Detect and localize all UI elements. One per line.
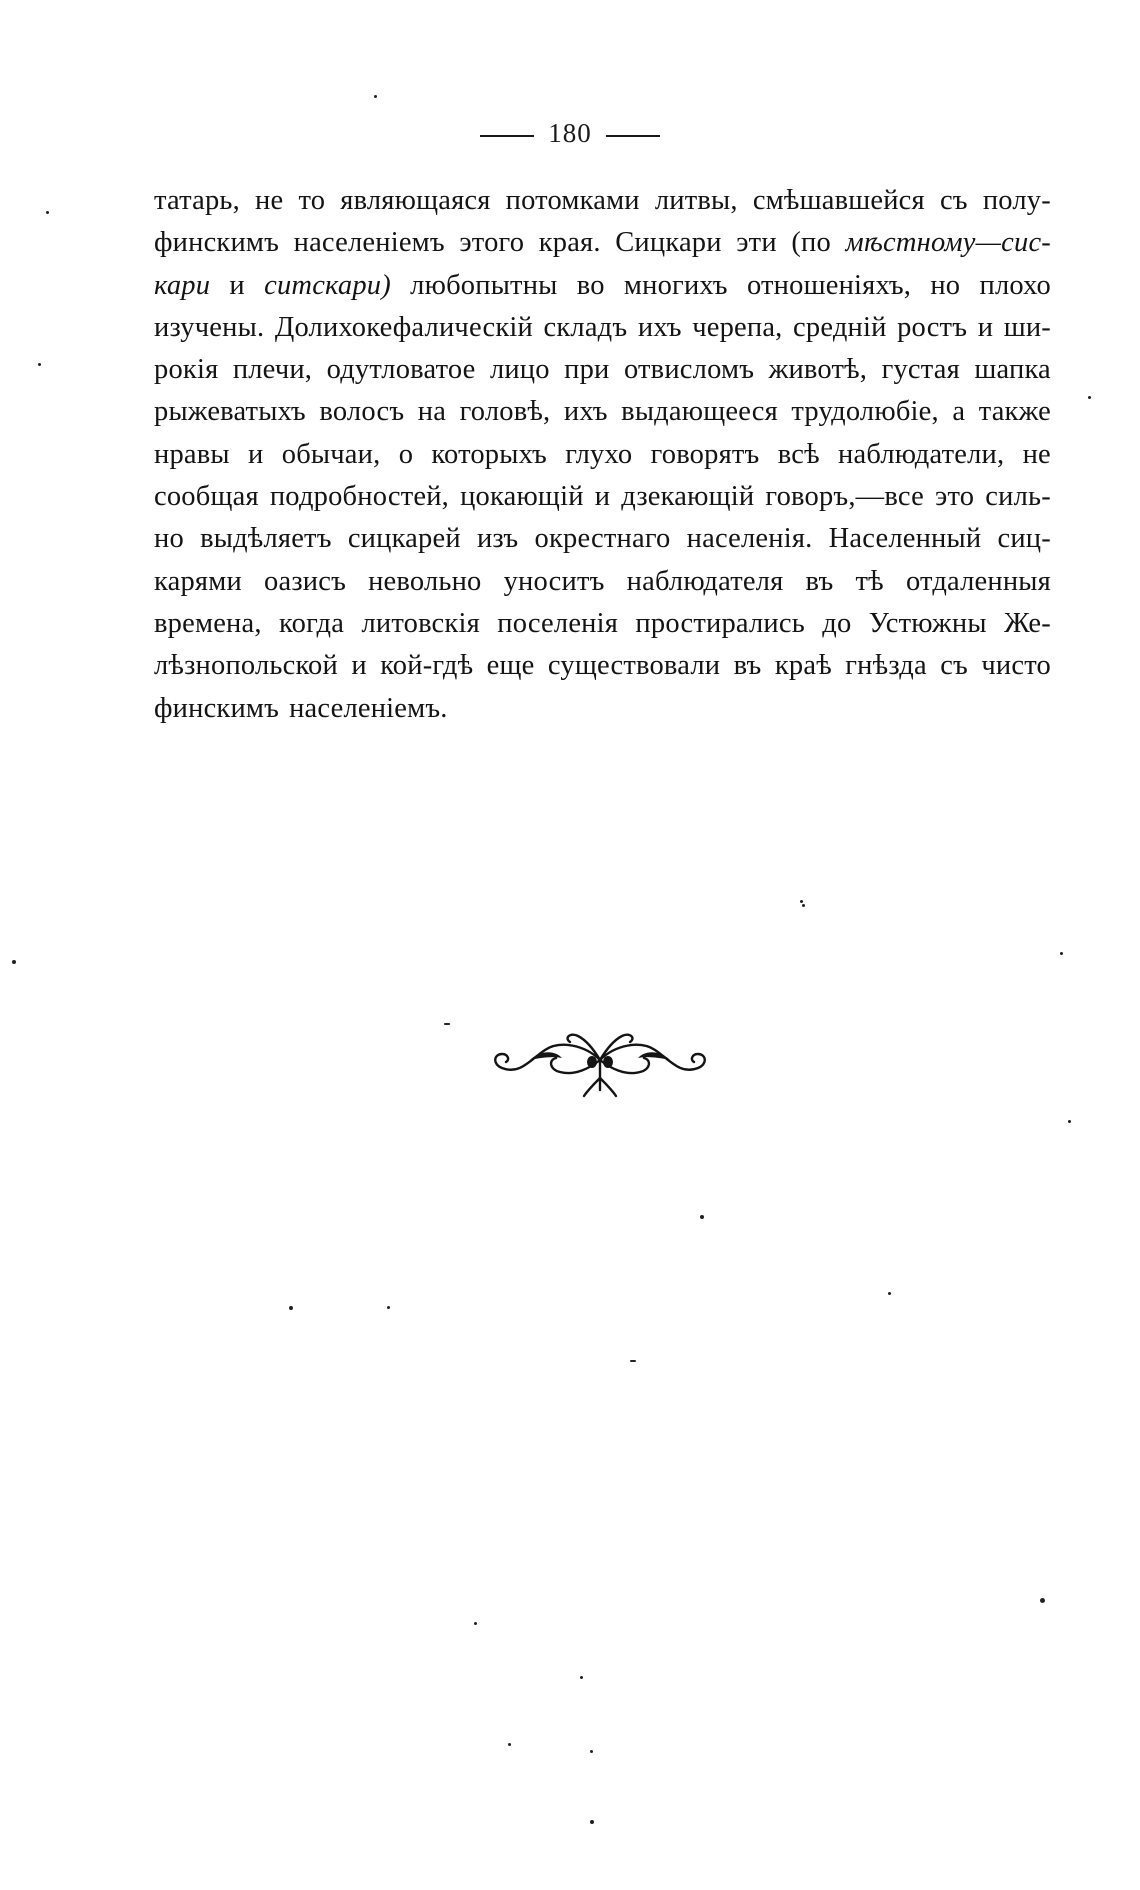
text-word: сиц-: [997, 523, 1051, 555]
text-word: одутловатое: [326, 354, 476, 386]
text-word: Устюжны: [868, 607, 987, 639]
text-word: полу-: [982, 185, 1051, 216]
text-word: говорятъ: [650, 438, 760, 470]
text-line: [154, 688, 1051, 730]
text-word: уноситъ: [503, 565, 605, 597]
text-word: Долихокефалическій: [274, 311, 533, 343]
text-word: не: [1022, 438, 1051, 470]
print-speck: [444, 1023, 450, 1025]
text-word: силь-: [985, 481, 1051, 513]
text-word: рокія: [154, 354, 219, 386]
text-word: татарь,: [154, 185, 240, 216]
print-speck: [1068, 1120, 1071, 1123]
text-word: ростъ: [897, 311, 968, 343]
text-word: краѣ: [774, 650, 832, 682]
text-word: ситскари): [264, 269, 391, 301]
text-word: ихъ: [563, 396, 608, 428]
text-word: выдающееся: [621, 396, 778, 428]
text-word: также: [978, 396, 1051, 428]
text-line: [154, 265, 1051, 307]
fleuron-ornament-icon: [490, 1020, 710, 1100]
body-paragraph: [154, 180, 1051, 730]
print-speck: [630, 1360, 636, 1362]
text-word: эти: [736, 227, 777, 259]
text-word: карями: [154, 565, 242, 597]
text-word: Населенный: [828, 523, 982, 555]
text-word: въ: [805, 565, 834, 597]
text-line: [154, 307, 1051, 349]
text-word: еще: [486, 650, 535, 682]
text-word: лѣзнопольской: [154, 650, 338, 682]
text-word: тѣ: [855, 565, 884, 597]
text-word: это: [935, 481, 975, 513]
text-word: во: [576, 269, 605, 301]
text-word: Же-: [1004, 607, 1051, 639]
text-word: отвисломъ: [623, 354, 755, 386]
text-word: цокающій: [460, 481, 584, 513]
text-word: Сицкари: [615, 227, 722, 259]
text-word: литвы,: [654, 185, 738, 216]
print-speck: [800, 900, 803, 903]
text-word: изучены.: [154, 311, 265, 343]
text-word: финскимъ: [154, 227, 280, 259]
print-speck: [590, 1820, 594, 1824]
text-word: наблюдателя: [626, 565, 784, 597]
text-word: сообщая: [154, 481, 259, 513]
text-word: потомками: [505, 185, 640, 216]
text-word: дзекающій: [621, 481, 755, 513]
text-word: отношеніяхъ,: [746, 269, 912, 301]
text-word: до: [822, 607, 852, 639]
print-speck: [474, 1622, 477, 1625]
print-speck: [38, 363, 41, 366]
text-word: являющаяся: [340, 185, 491, 216]
text-word: съ: [940, 650, 968, 682]
text-word: (по: [791, 227, 831, 259]
text-word: времена,: [154, 607, 262, 639]
text-word: густая: [881, 354, 960, 386]
text-word: оазисъ: [264, 565, 347, 597]
text-word: подробностей,: [269, 481, 449, 513]
text-word: всѣ: [777, 438, 820, 470]
text-word: и: [229, 269, 245, 301]
text-word: многихъ: [623, 269, 728, 301]
text-word: населеніемъ.: [289, 692, 448, 724]
text-word: нравы: [154, 438, 230, 470]
text-word: которыхъ: [431, 438, 547, 470]
text-word: кой-гдѣ: [380, 650, 474, 682]
text-line: [154, 434, 1051, 476]
text-word: говоръ,—все: [765, 481, 924, 513]
text-word: чисто: [981, 650, 1051, 682]
text-line: [154, 518, 1051, 560]
text-word: не: [255, 185, 284, 216]
text-word: съ: [939, 185, 968, 216]
text-word: населенія.: [686, 523, 813, 555]
print-speck: [700, 1215, 704, 1219]
text-word: и: [594, 481, 611, 513]
header-dash-right: [606, 135, 660, 137]
print-speck: [1088, 396, 1091, 399]
text-word: мѣстному—сис-: [845, 227, 1051, 259]
print-speck: [374, 95, 377, 98]
text-word: головѣ,: [459, 396, 551, 428]
print-speck: [802, 904, 805, 907]
print-speck: [289, 1306, 293, 1310]
text-word: ши-: [1003, 311, 1051, 343]
text-word: въ: [733, 650, 762, 682]
text-word: окрестнаго: [534, 523, 671, 555]
text-word: любопытны: [410, 269, 558, 301]
print-speck: [590, 1750, 593, 1753]
text-word: лицо: [489, 354, 550, 386]
text-line: [154, 180, 1051, 222]
text-word: глухо: [565, 438, 633, 470]
text-word: ихъ: [637, 311, 682, 343]
text-word: кари: [154, 269, 211, 301]
text-word: складъ: [543, 311, 628, 343]
text-line: [154, 561, 1051, 603]
page-number: 180: [548, 118, 592, 148]
page-number-header: [0, 118, 1140, 149]
print-speck: [12, 960, 16, 964]
text-word: трудолюбіе,: [791, 396, 939, 428]
text-word: невольно: [368, 565, 482, 597]
text-word: животѣ,: [768, 354, 868, 386]
header-dash-left: [480, 135, 534, 137]
text-word: но: [154, 523, 184, 555]
print-speck: [46, 211, 49, 214]
text-word: и: [248, 438, 264, 470]
text-word: средній: [793, 311, 887, 343]
text-word: о: [398, 438, 414, 470]
text-word: отдаленныя: [905, 565, 1051, 597]
print-speck: [580, 1676, 583, 1679]
text-line: [154, 391, 1051, 433]
text-word: сицкарей: [347, 523, 461, 555]
text-word: плохо: [979, 269, 1051, 301]
text-word: изъ: [476, 523, 519, 555]
print-speck: [1040, 1598, 1045, 1603]
text-word: и: [351, 650, 367, 682]
text-word: волосъ: [319, 396, 405, 428]
text-word: выдѣляетъ: [200, 523, 332, 555]
text-word: гнѣзда: [845, 650, 927, 682]
text-word: существовали: [547, 650, 721, 682]
text-word: литовскія: [361, 607, 480, 639]
text-word: рыжеватыхъ: [154, 396, 306, 428]
text-word: поселенія: [497, 607, 619, 639]
text-line: [154, 349, 1051, 391]
text-word: но: [930, 269, 961, 301]
text-word: черепа,: [692, 311, 783, 343]
print-speck: [387, 1306, 390, 1309]
text-word: плечи,: [232, 354, 313, 386]
text-word: а: [952, 396, 966, 428]
text-word: края.: [538, 227, 601, 259]
text-word: на: [417, 396, 447, 428]
text-word: смѣшавшейся: [752, 185, 925, 216]
text-line: [154, 476, 1051, 518]
text-word: когда: [279, 607, 345, 639]
text-word: при: [564, 354, 610, 386]
text-word: и: [977, 311, 994, 343]
text-word: простирались: [635, 607, 805, 639]
text-word: населеніемъ: [293, 227, 445, 259]
text-word: шапка: [974, 354, 1051, 386]
text-line: [154, 645, 1051, 687]
text-word: обычаи,: [281, 438, 381, 470]
text-word: то: [298, 185, 326, 216]
print-speck: [508, 1743, 511, 1746]
print-speck: [888, 1292, 891, 1295]
text-word: наблюдатели,: [838, 438, 1005, 470]
print-speck: [1060, 952, 1063, 955]
text-line: [154, 222, 1051, 264]
text-word: этого: [459, 227, 525, 259]
text-word: финскимъ: [154, 692, 280, 724]
text-line: [154, 603, 1051, 645]
